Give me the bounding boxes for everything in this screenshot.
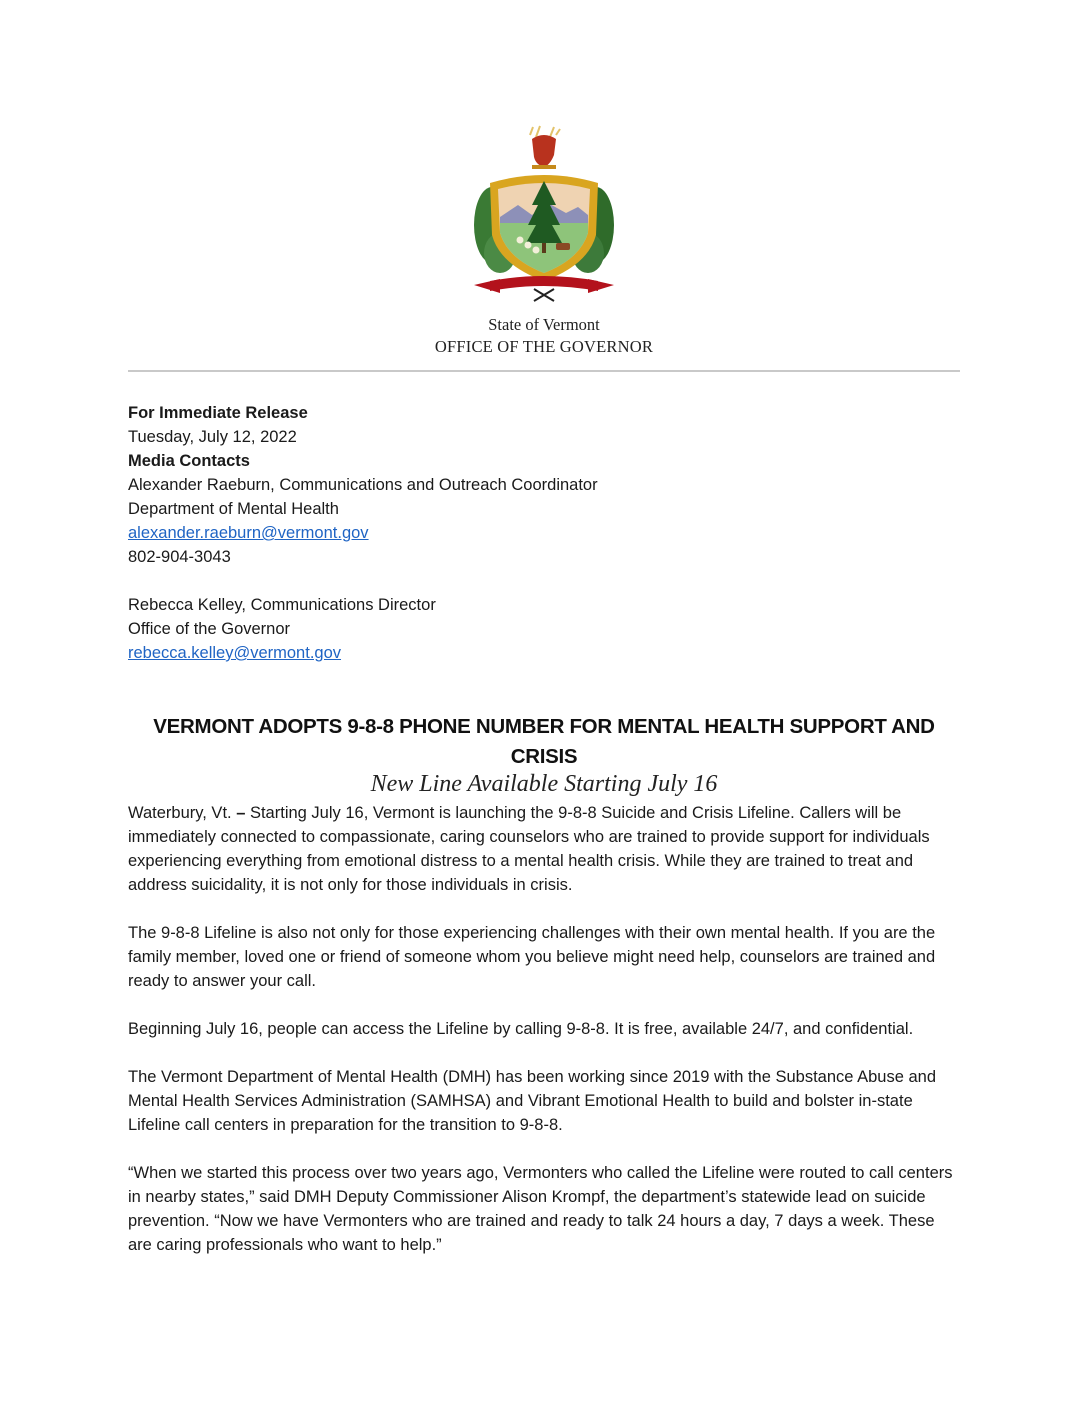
contact-name-title: Rebecca Kelley, Communications Director [128,596,436,614]
article-paragraph: Beginning July 16, people can access the Lifeline by calling 9-8-8. It is free, available 24/7, and confidential. [128,1020,914,1038]
media-contacts-label: Media Contacts [128,452,250,470]
spacer [128,569,598,593]
coat-of-arms-icon [470,125,618,303]
contact-organization: Department of Mental Health [128,500,339,518]
masthead-state: State of Vermont [488,315,600,334]
vermont-seal-logo [470,125,618,303]
release-label: For Immediate Release [128,404,308,422]
contact-organization: Office of the Governor [128,620,291,638]
article-body [128,801,958,1281]
article-paragraph [128,801,958,897]
press-release-headline: VERMONT ADOPTS 9-8-8 PHONE NUMBER FOR MENTAL HEALTH SUPPORT AND CRISIS [153,715,935,768]
release-info [128,401,598,665]
contact-name-title: Alexander Raeburn, Communications and Outreach Coordinator [128,476,598,494]
dateline-dash: – [231,804,250,822]
article-paragraph: The Vermont Department of Mental Health (DMH) has been working since 2019 with the Substance Abuse and Mental Health Services Administration (SAMHSA) and Vibrant Emotional Health to build and bolster in-state Lifeline call centers in preparation for the transition to 9-8-8. [128,1068,937,1134]
contact-email-link[interactable]: alexander.raeburn@vermont.gov [128,524,369,542]
contact-email-link[interactable]: rebecca.kelley@vermont.gov [128,644,342,662]
header-divider [128,370,960,372]
article-paragraph: “When we started this process over two years ago, Vermonters who called the Lifeline were routed to call centers in nearby states,” said DMH Deputy Commissioner Alison Krompf, the department’s statewide lead on suicide prevention. “Now we have Vermonters who are trained and ready to talk 24 hours a day, 7 days a week. These are caring professionals who want to help.” [128,1164,953,1254]
dateline: Waterbury, Vt. [128,804,232,822]
masthead-office: OFFICE OF THE GOVERNOR [434,337,654,356]
press-release-subheadline: New Line Available Starting July 16 [370,771,718,797]
article-paragraph: The 9-8-8 Lifeline is also not only for those experiencing challenges with their own mental health. If you are the family member, loved one or friend of someone whom you believe might need help, counselors are trained and ready to answer your call. [128,924,936,990]
contact-phone: 802-904-3043 [128,548,231,566]
release-date: Tuesday, July 12, 2022 [128,428,297,446]
paragraph-text: Starting July 16, Vermont is launching the 9-8-8 Suicide and Crisis Lifeline. Callers will be immediately connected to compassionate, caring counselors who are trained to provide support for individuals experiencing everything from emotional distress to a mental health crisis. While they are trained to treat and address suicidality, it is not only for those individuals in crisis. [128,804,930,894]
